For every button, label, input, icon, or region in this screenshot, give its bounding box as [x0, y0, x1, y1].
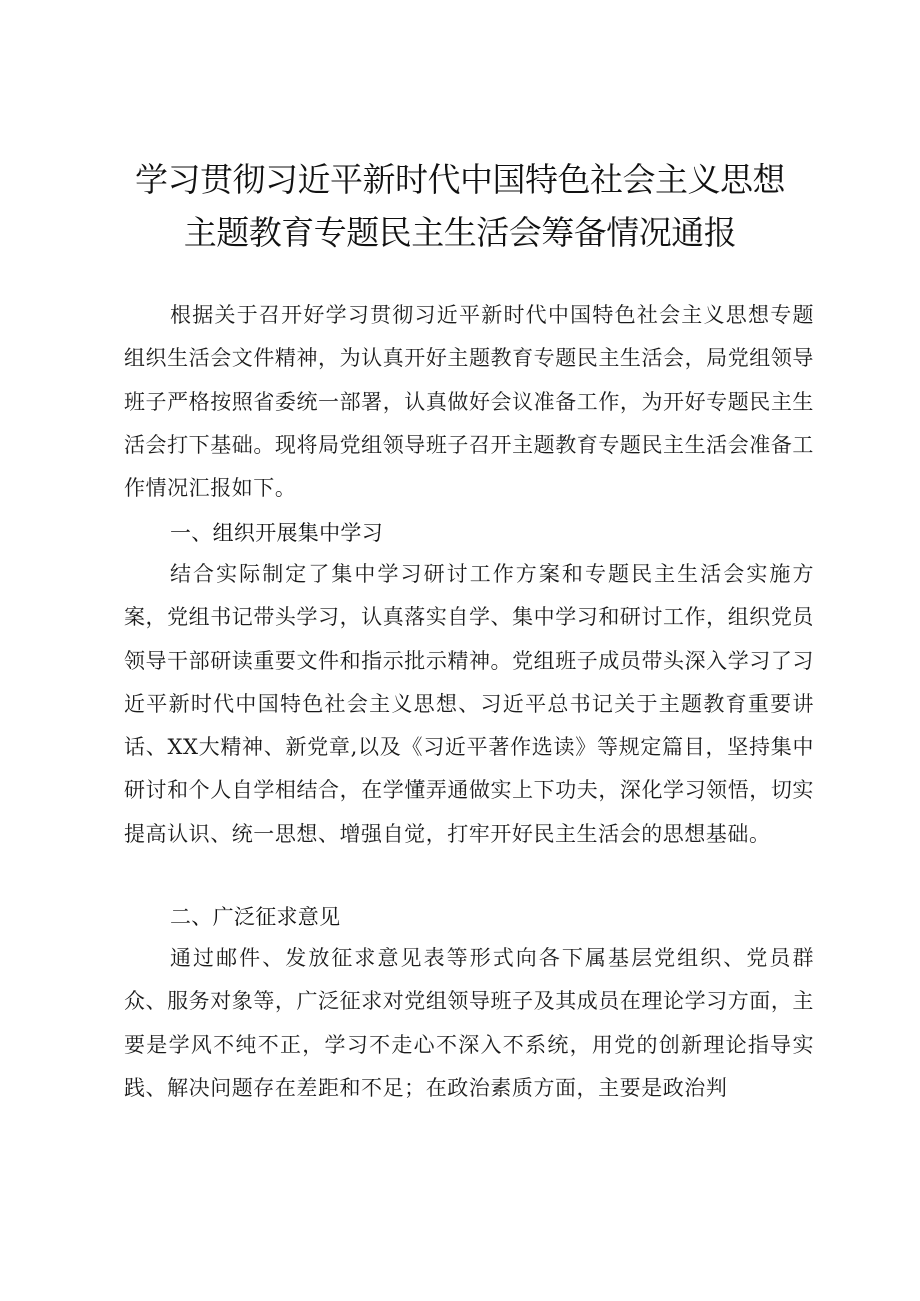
- section-heading-1: 一、组织开展集中学习: [170, 521, 383, 545]
- section-heading-2: 二、广泛征求意见: [170, 905, 341, 929]
- section-paragraph-1: 结合实际制定了集中学习研讨工作方案和专题民主生活会实施方案，党组书记带头学习，认真落实自学、集中学习和研讨工作，组织党员领导干部研读重要文件和指示批示精神。党组班子成员带头深入学习了习近平新时代中国特色社会主义思想、习近平总书记关于主题教育重要讲话、XX大精神、新党章,以及《习近平著作选读》等规定篇目，坚持集中研讨和个人自学相结合，在学懂弄通做实上下功夫，深化学习领悟，切实提高认识、统一思想、增强自觉，打牢开好民主生活会的思想基础。: [124, 562, 814, 846]
- document-title-line-2: 主题教育专题民主生活会筹备情况通报: [183, 213, 737, 252]
- section-paragraph-2: 通过邮件、发放征求意见表等形式向各下属基层党组织、党员群众、服务对象等，广泛征求对党组领导班子及其成员在理论学习方面，主要是学风不纯不正，学习不走心不深入不系统，用党的创新理论指导实践、解决问题存在差距和不足；在政治素质方面，主要是政治判: [124, 946, 814, 1100]
- document-title-line-1: 学习贯彻习近平新时代中国特色社会主义思想: [135, 160, 785, 199]
- intro-paragraph: 根据关于召开好学习贯彻习近平新时代中国特色社会主义思想专题组织生活会文件精神，为认真开好主题教育专题民主生活会，局党组领导班子严格按照省委统一部署，认真做好会议准备工作，为开好专题民主生活会打下基础。现将局党组领导班子召开主题教育专题民主生活会准备工作情况汇报如下。: [124, 303, 814, 501]
